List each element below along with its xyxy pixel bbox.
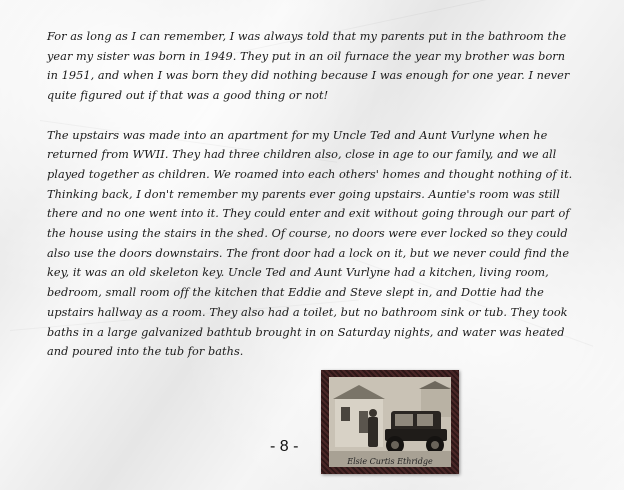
paragraph-bathroom: For as long as I can remember, I was always told that my parents put in the bathroom the year my sister was born in 1949. They put in an oil furnace the year my brother was born in 1951, and when I was born they did nothing because I was enough for one year. I never quite figured out if that was a good thing or not! bbox=[47, 30, 570, 103]
vintage-photo bbox=[329, 377, 451, 467]
house-and-car-photo bbox=[329, 377, 451, 467]
photo-frame bbox=[321, 370, 459, 474]
story-text bbox=[47, 27, 577, 362]
page-number: - 8 - bbox=[270, 438, 299, 455]
photo-caption: Elsie Curtis Ethridge bbox=[347, 457, 433, 466]
paragraph-upstairs-apartment: The upstairs was made into an apartment for my Uncle Ted and Aunt Vurlyne when he returned from WWII. They had three children also, close in age to our family, and we all played together as children. We roamed into each others' homes and thought nothing of it. Thinking back, I don't remember my parents ever going upstairs. Auntie's room was still there and no one went into it. They could enter and exit without going through our part of the house using the stairs in the shed. Of course, no doors were ever locked so they could also use the doors downstairs. The front door had a lock on it, but we never could find the key, it was an old skeleton key. Uncle Ted and Aunt Vurlyne had a kitchen, living room, bedroom, small room off the kitchen that Eddie and Steve slept in, and Dottie had the upstairs hallway as a room. They also had a toilet, but no bathroom sink or tub. They took baths in a large galvanized bathtub brought in on Saturday nights, and water was heated and poured into the tub for baths. bbox=[47, 128, 573, 359]
